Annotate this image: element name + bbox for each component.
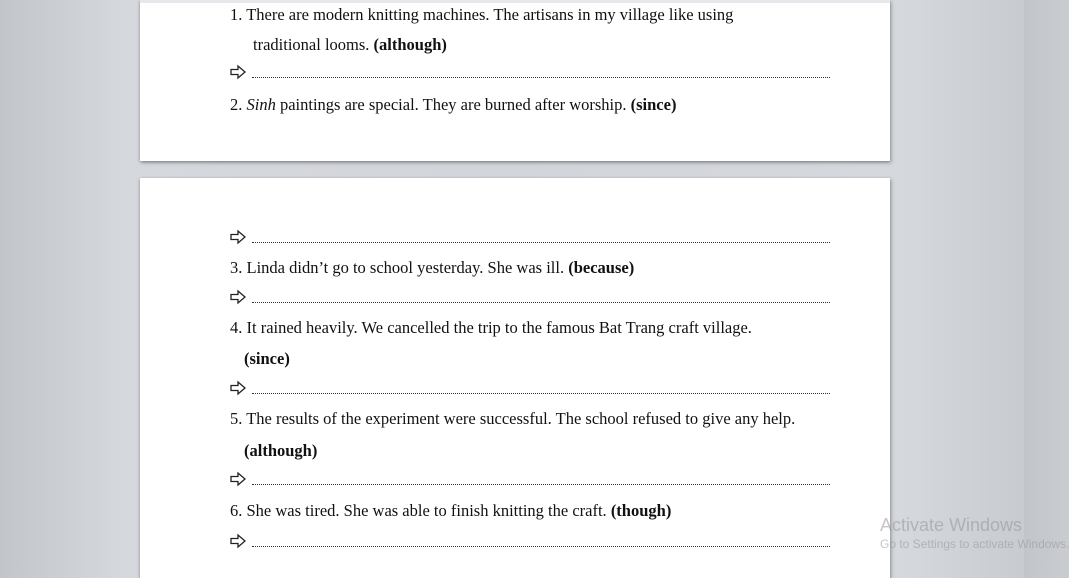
arrow-right-icon — [230, 229, 246, 245]
watermark-title: Activate Windows — [880, 515, 1023, 535]
exercise-6-answer-line[interactable] — [230, 532, 830, 554]
exercise-2-line-1 — [230, 94, 676, 116]
exercise-5-line-1 — [230, 408, 795, 430]
exercise-5-answer-line[interactable] — [230, 470, 830, 492]
exercise-5-line-2 — [244, 440, 317, 462]
exercise-2-number: 2. — [230, 95, 243, 114]
exercise-3-hint: (because) — [568, 258, 635, 277]
exercise-5-text: The results of the experiment were successful. The school refused to give any help. — [246, 409, 796, 428]
arrow-right-icon — [230, 64, 246, 80]
exercise-1-hint: (although) — [373, 35, 447, 54]
exercise-1-number: 1. — [230, 5, 243, 24]
dotted-answer-blank — [252, 393, 830, 394]
exercise-4-answer-line[interactable] — [230, 379, 830, 401]
exercise-4-line-1 — [230, 317, 752, 339]
activate-windows-watermark — [880, 514, 1069, 552]
dotted-answer-blank — [252, 484, 830, 485]
exercise-4-hint: (since) — [244, 349, 290, 368]
exercise-6-line-1 — [230, 500, 671, 522]
exercise-4-line-2 — [244, 348, 290, 370]
exercise-3-answer-line[interactable] — [230, 288, 830, 310]
arrow-right-icon — [230, 471, 246, 487]
exercise-1-text-cont: traditional looms. — [253, 35, 370, 54]
exercise-5-number: 5. — [230, 409, 243, 428]
exercise-6-number: 6. — [230, 501, 243, 520]
dotted-answer-blank — [252, 302, 830, 303]
exercise-3-line-1 — [230, 257, 634, 279]
dotted-answer-blank — [252, 242, 830, 243]
exercise-3-number: 3. — [230, 258, 243, 277]
document-page-2 — [140, 178, 890, 578]
exercise-1-text: There are modern knitting machines. The artisans in my village like using — [246, 5, 734, 24]
arrow-right-icon — [230, 289, 246, 305]
exercise-1-answer-line[interactable] — [230, 63, 830, 85]
exercise-2-italic-word: Sinh — [246, 95, 276, 114]
exercise-2-hint: (since) — [630, 95, 677, 114]
exercise-1-line-2 — [253, 34, 447, 56]
exercise-3-text: Linda didn’t go to school yesterday. She was ill. — [246, 258, 565, 277]
document-page-1 — [140, 0, 890, 161]
exercise-2-text: paintings are special. They are burned after worship. — [279, 95, 627, 114]
exercise-4-number: 4. — [230, 318, 243, 337]
arrow-right-icon — [230, 533, 246, 549]
dotted-answer-blank — [252, 546, 830, 547]
exercise-6-text: She was tired. She was able to finish knitting the craft. — [246, 501, 607, 520]
ruler-strip — [140, 0, 890, 3]
arrow-right-icon — [230, 380, 246, 396]
exercise-5-hint: (although) — [244, 441, 318, 460]
dotted-answer-blank — [252, 77, 830, 78]
exercise-1-line-1 — [230, 4, 733, 26]
exercise-2-answer-line[interactable] — [230, 228, 830, 250]
exercise-4-text: It rained heavily. We cancelled the trip to the famous Bat Trang craft village. — [246, 318, 752, 337]
exercise-6-hint: (though) — [610, 501, 672, 520]
watermark-subtitle: Go to Settings to activate Windows. — [880, 537, 1069, 551]
